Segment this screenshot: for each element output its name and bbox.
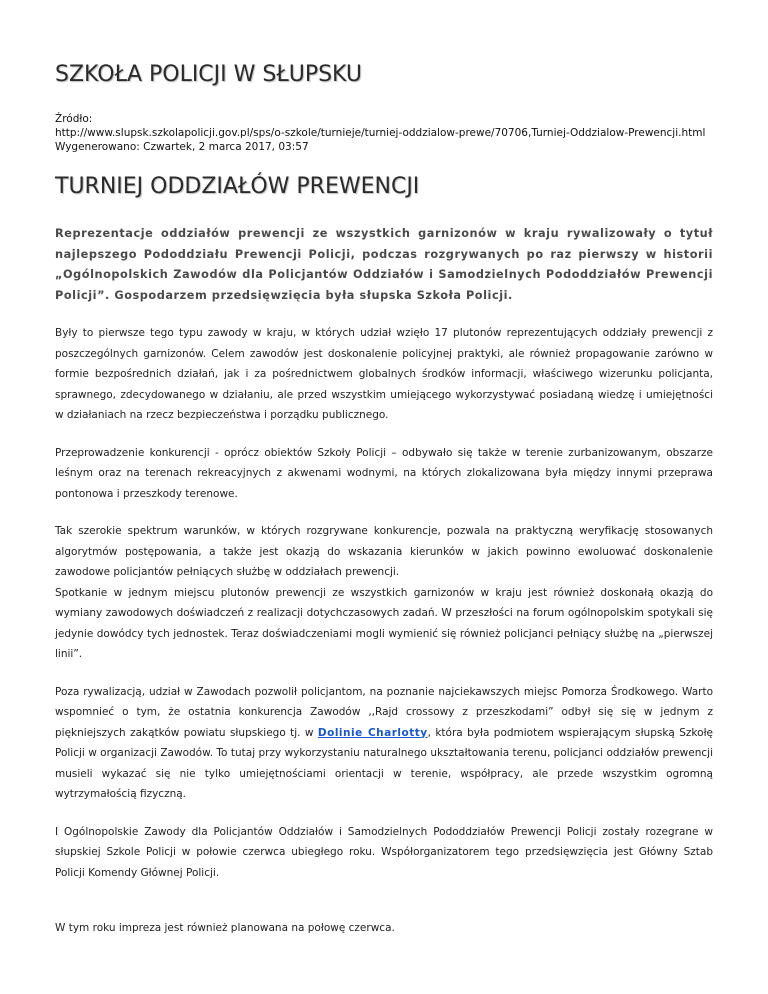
article-title: TURNIEJ ODDZIAŁÓW PREWENCJI bbox=[55, 174, 420, 199]
paragraph-5-text-before: Poza rywalizacją, udział w Zawodach pozwolił policjantom, na poznanie najciekawszych miejsc Pomorza Środkowego. Warto wspomnieć o tym, że ostatnia konkurencja Zawodów ,,Rajd crossowy z przeszkodami” odbył się się w jednym z piękniejszych zakątków powiatu słupskiego tj. w bbox=[55, 685, 713, 739]
generated-date: Wygenerowano: Czwartek, 2 marca 2017, 03:57 bbox=[55, 141, 309, 153]
paragraph-2: Przeprowadzenie konkurencji - oprócz obiektów Szkoły Policji – odbywało się także w terenie zurbanizowanym, obszarze leśnym oraz na terenach rekreacyjnych z akwenami wodnymi, na których zlokalizowana była między innymi przeprawa pontonowa i przeszkody terenowe. bbox=[55, 446, 713, 500]
site-title: SZKOŁA POLICJI W SŁUPSKU bbox=[55, 62, 362, 87]
article-lead: Reprezentacje oddziałów prewencji ze wszystkich garnizonów w kraju rywalizowały o tytuł najlepszego Pododdziału Prewencji Policji, podczas rozgrywanych po raz pierwszy w historii „Ogólnopolskich Zawodów dla Policjantów Oddziałów i Samodzielnych Pododdziałów Prewencji Policji”. Gospodarzem przedsięwzięcia była słupska Szkoła Policji. bbox=[55, 227, 713, 302]
paragraph-7: W tym roku impreza jest również planowana na połowę czerwca. bbox=[55, 922, 395, 934]
paragraph-4: Spotkanie w jednym miejscu plutonów prewencji ze wszystkich garnizonów w kraju jest również doskonałą okazją do wymiany zawodowych doświadczeń z realizacji dotychczasowych zadań. W przeszłości na forum ogólnopolskim spotykali się jedynie dowódcy tych jednostek. Teraz doświadczeniami mogli wymienić się również policjanci pełniący służbę na „pierwszej linii”. bbox=[55, 586, 713, 660]
paragraph-3: Tak szerokie spektrum warunków, w których rozgrywane konkurencje, pozwala na praktyczną weryfikację stosowanych algorytmów postępowania, a także jest okazją do wskazania kierunków w jakich powinno ewoluować doskonalenie zawodowe policjantów pełniących służbę w oddziałach prewencji. bbox=[55, 525, 713, 578]
source-meta bbox=[55, 112, 713, 154]
paragraph-6: I Ogólnopolskie Zawody dla Policjantów Oddziałów i Samodzielnych Pododdziałów Prewencji Policji zostały rozegrane w słupskiej Szkole Policji w połowie czerwca ubiegłego roku. Współorganizatorem tego przedsięwzięcia jest Główny Sztab Policji Komendy Głównej Policji. bbox=[55, 825, 713, 879]
paragraph-5-text-after: , która była podmiotem wspierającym słupską Szkołę Policji w organizacji Zawodów. To tutaj przy wykorzystaniu naturalnego ukształtowania terenu, policjanci oddziałów prewencji musieli wykazać się nie tylko umiejętnościami orientacji w terenie, współpracy, ale przede wszystkim ogromną wytrzymałością fizyczną. bbox=[55, 726, 714, 800]
dolina-charlotty-link[interactable]: Dolinie Charlotty bbox=[317, 726, 428, 739]
source-label: Źródło: bbox=[55, 113, 93, 125]
paragraph-5 bbox=[55, 682, 713, 805]
source-url: http://www.slupsk.szkolapolicji.gov.pl/sps/o-szkole/turnieje/turniej-oddzialow-prewe/70706,Turniej-Oddzialow-Prewencji.html bbox=[55, 127, 706, 139]
paragraph-1: Były to pierwsze tego typu zawody w kraju, w których udział wzięło 17 plutonów reprezentujących oddziały prewencji z poszczególnych garnizonów. Celem zawodów jest doskonalenie policyjnej praktyki, ale również propagowanie zarówno w formie bezpośrednich działań, jak i za pośrednictwem globalnych środków informacji, właściwego wizerunku policjanta, sprawnego, zdecydowanego w działaniu, ale przed wszystkim umiejącego wykorzystywać posiadaną wiedzę i umiejętności w działaniach na rzecz bezpieczeństwa i porządku publicznego. bbox=[55, 327, 713, 421]
